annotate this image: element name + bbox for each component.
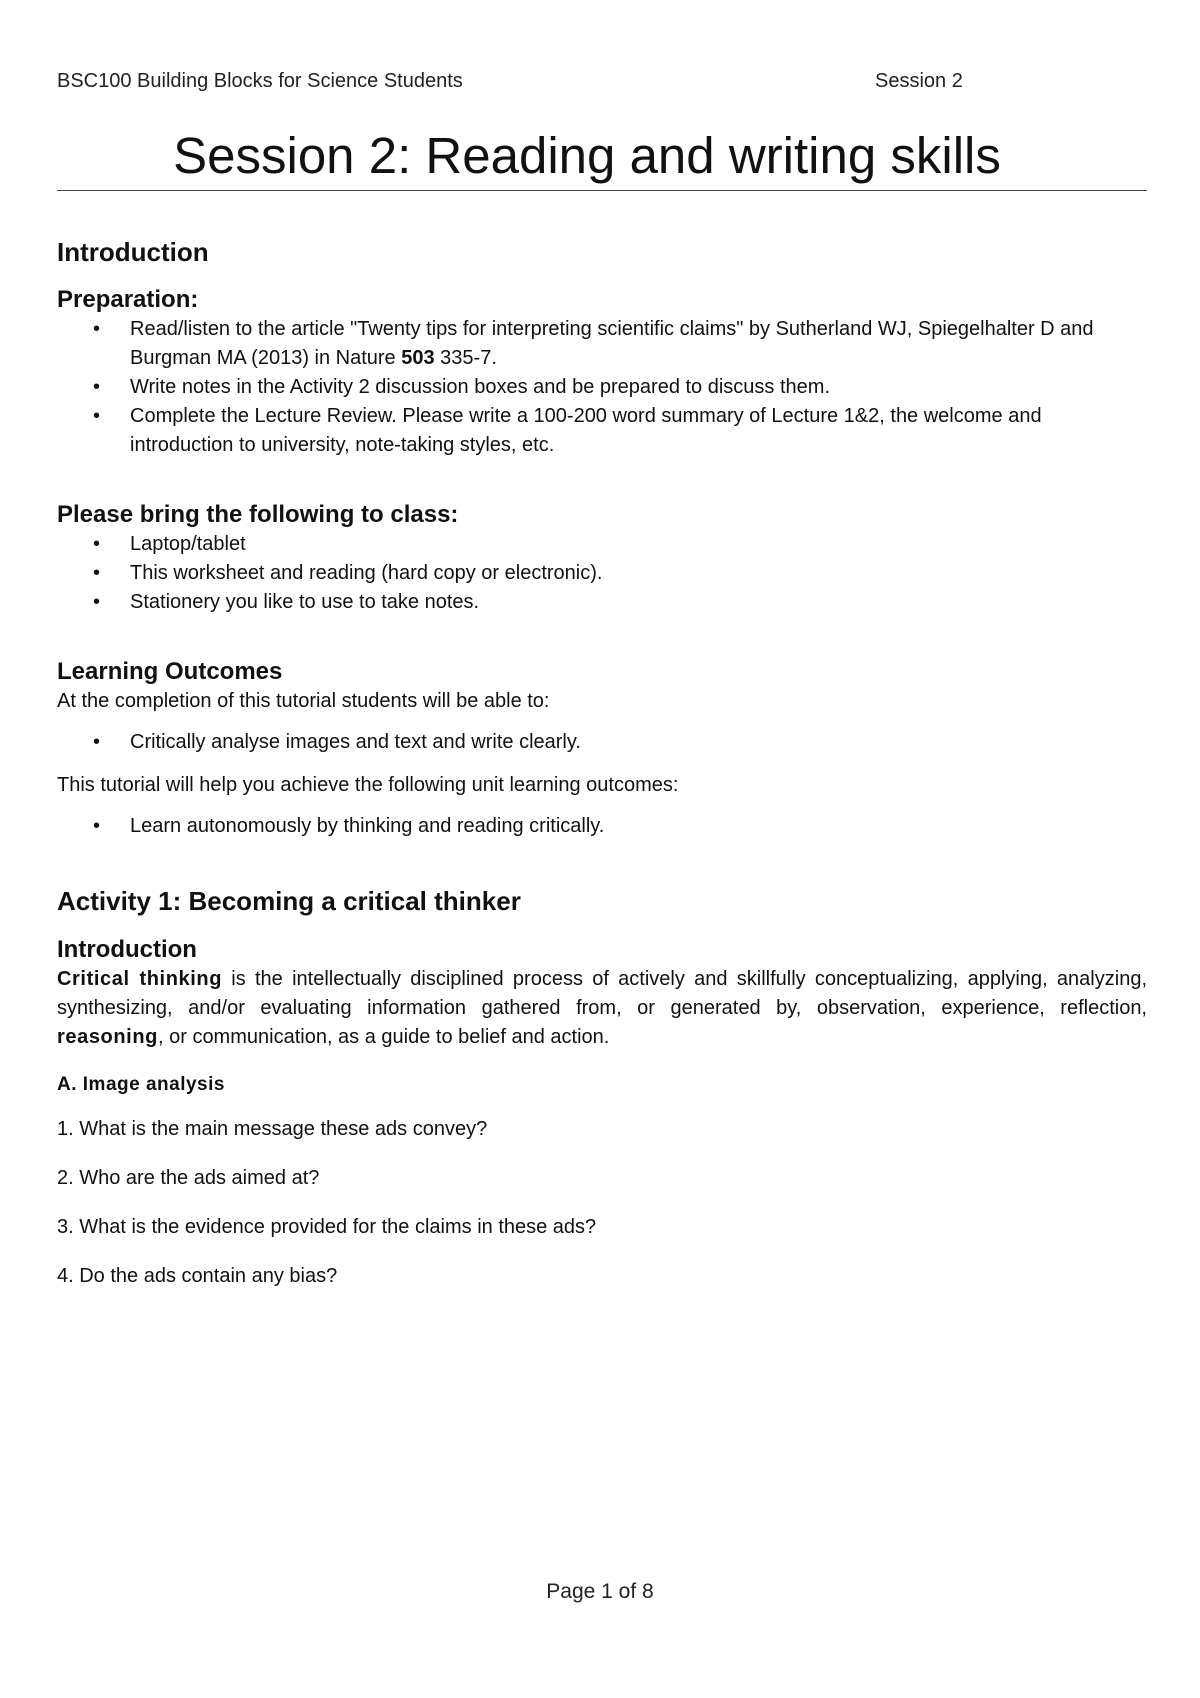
- list-item: • Critically analyse images and text and write clearly.: [57, 728, 1147, 757]
- outcomes-lead: At the completion of this tutorial students will be able to:: [57, 689, 550, 712]
- list-item: • Complete the Lecture Review. Please write a 100-200 word summary of Lecture 1&2, the welcome and introduction to university, note-taking styles, etc.: [57, 402, 1147, 460]
- critical-thinking-definition: Critical thinking is the intellectually disciplined process of actively and skillfully conceptualizing, applying, analyzing, synthesizing, and/or evaluating information gathered from, or generated by, observation, experience, reflection, reasoning, or communication, as a guide to belief and action.: [57, 968, 1147, 1048]
- question-4: 4. Do the ads contain any bias?: [57, 1265, 338, 1287]
- activity-1-heading: Activity 1: Becoming a critical thinker: [57, 885, 521, 916]
- page-title: Session 2: Reading and writing skills: [173, 127, 1001, 184]
- list-item: • Stationery you like to use to take notes.: [57, 588, 1147, 617]
- question-1: 1. What is the main message these ads convey?: [57, 1118, 488, 1140]
- page-number: Page 1 of 8: [546, 1580, 654, 1603]
- learning-outcomes-heading: Learning Outcomes: [57, 657, 283, 685]
- question-2: 2. Who are the ads aimed at?: [57, 1167, 320, 1189]
- term-reasoning: reasoning: [57, 1026, 158, 1048]
- activity-1-intro-heading: Introduction: [57, 936, 197, 963]
- section-a-heading: A. Image analysis: [57, 1074, 225, 1095]
- list-item: • Read/listen to the article "Twenty tips for interpreting scientific claims" by Sutherland WJ, Spiegelhalter D and Burgman MA (2013) in Nature 503 335-7.: [57, 315, 1147, 373]
- question-3: 3. What is the evidence provided for the claims in these ads?: [57, 1216, 597, 1238]
- title-divider: [57, 190, 1147, 191]
- preparation-list: [57, 315, 1147, 460]
- unit-outcomes-list: [57, 812, 1147, 841]
- list-item: • This worksheet and reading (hard copy or electronic).: [57, 559, 1147, 588]
- main-content: [57, 236, 1147, 1291]
- unit-outcomes-lead: This tutorial will help you achieve the following unit learning outcomes:: [57, 773, 679, 796]
- bring-list: [57, 530, 1147, 617]
- bring-heading: Please bring the following to class:: [57, 500, 459, 528]
- session-label: Session 2: [875, 70, 963, 92]
- list-item: • Laptop/tablet: [57, 530, 1147, 559]
- list-item: • Learn autonomously by thinking and reading critically.: [57, 812, 1147, 841]
- term-critical-thinking: Critical thinking: [57, 968, 223, 990]
- preparation-heading: Preparation:: [57, 285, 199, 313]
- introduction-heading: Introduction: [57, 237, 209, 267]
- outcomes-list: [57, 728, 1147, 757]
- volume-number: 503: [401, 346, 435, 369]
- course-name: BSC100 Building Blocks for Science Students: [57, 70, 463, 92]
- list-item: • Write notes in the Activity 2 discussion boxes and be prepared to discuss them.: [57, 373, 1147, 402]
